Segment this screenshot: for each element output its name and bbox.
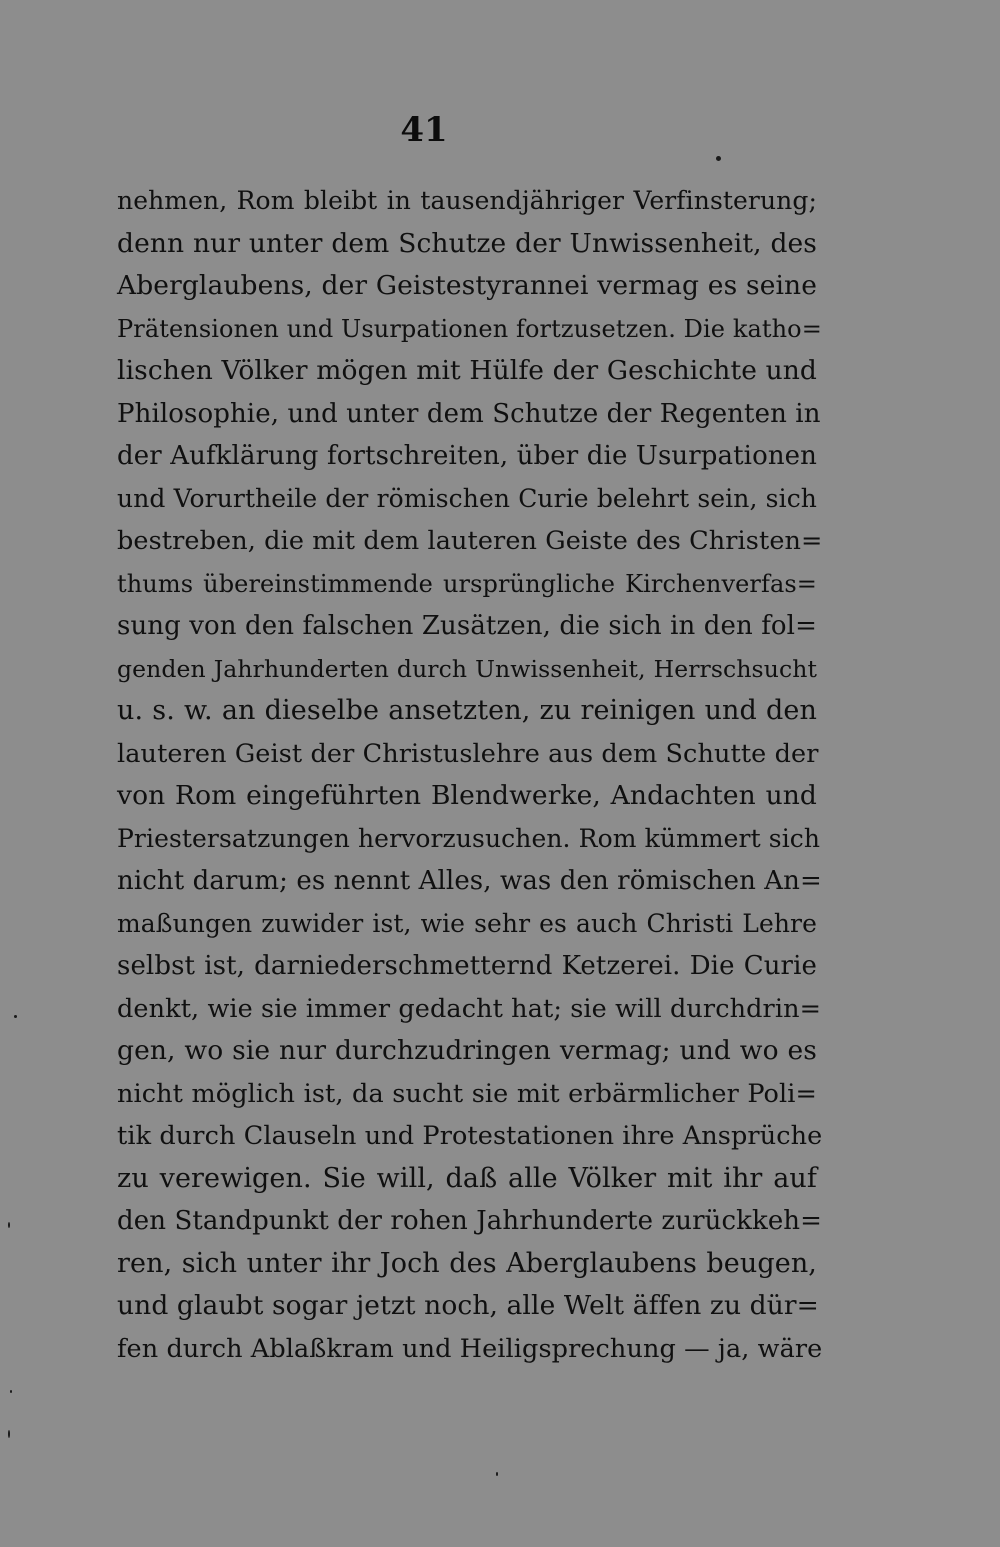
text-line: und glaubt sogar jetzt noch, alle Welt äffen zu dür=: [117, 1290, 819, 1321]
body-text: [117, 180, 823, 1370]
text-line: von Rom eingeführten Blendwerke, Andachten und: [117, 780, 817, 811]
text-line: und Vorurtheile der römischen Curie belehrt sein, sich: [117, 483, 817, 513]
text-line: nehmen, Rom bleibt in tausendjähriger Verfinsterung;: [117, 186, 817, 215]
text-line: thums übereinstimmende ursprüngliche Kirchenverfas=: [117, 569, 817, 598]
text-line: nicht darum; es nennt Alles, was den römischen An=: [117, 866, 822, 896]
scan-speck: [8, 1430, 10, 1438]
text-line: Aberglaubens, der Geistestyrannei vermag es seine: [117, 270, 817, 301]
text-line: u. s. w. an dieselbe ansetzten, zu reinigen und den: [117, 695, 817, 726]
text-line: der Aufklärung fortschreiten, über die Usurpationen: [117, 441, 817, 471]
text-line: den Standpunkt der rohen Jahrhunderte zurückkeh=: [117, 1206, 823, 1236]
text-line: lischen Völker mögen mit Hülfe der Geschichte und: [117, 355, 817, 386]
text-line: gen, wo sie nur durchzudringen vermag; und wo es: [117, 1035, 817, 1066]
scan-speck: [8, 1222, 10, 1228]
text-line: nicht möglich ist, da sucht sie mit erbärmlicher Poli=: [117, 1078, 817, 1109]
text-line: denkt, wie sie immer gedacht hat; sie will durchdrin=: [117, 993, 822, 1024]
text-line: zu verewigen. Sie will, daß alle Völker mit ihr auf: [117, 1162, 817, 1194]
text-line: ren, sich unter ihr Joch des Aberglaubens beugen,: [117, 1247, 817, 1279]
scan-speck: [716, 156, 721, 161]
text-line: denn nur unter dem Schutze der Unwissenheit, des: [117, 227, 817, 259]
text-line: bestreben, die mit dem lauteren Geiste des Christen=: [117, 526, 823, 556]
text-line: fen durch Ablaßkram und Heiligsprechung — ja, wäre: [117, 1333, 823, 1364]
scan-speck: [14, 1015, 17, 1018]
text-line: genden Jahrhunderten durch Unwissenheit, Herrschsucht: [117, 654, 817, 683]
text-line: Prätensionen und Usurpationen fortzusetzen. Die katho=: [117, 314, 822, 343]
scan-speck: [10, 1390, 12, 1393]
page-number: 41: [400, 110, 448, 150]
scan-speck: [496, 1472, 498, 1476]
text-line: selbst ist, darniederschmetternd Ketzerei. Die Curie: [117, 951, 817, 981]
text-line: lauteren Geist der Christuslehre aus dem Schutte der: [117, 738, 819, 769]
text-line: Philosophie, und unter dem Schutze der Regenten in: [117, 398, 821, 429]
text-line: Priestersatzungen hervorzusuchen. Rom kümmert sich: [117, 823, 821, 853]
text-line: tik durch Clauseln und Protestationen ihre Ansprüche: [117, 1121, 823, 1151]
text-line: maßungen zuwider ist, wie sehr es auch Christi Lehre: [117, 908, 817, 938]
text-line: sung von den falschen Zusätzen, die sich in den fol=: [117, 611, 817, 641]
